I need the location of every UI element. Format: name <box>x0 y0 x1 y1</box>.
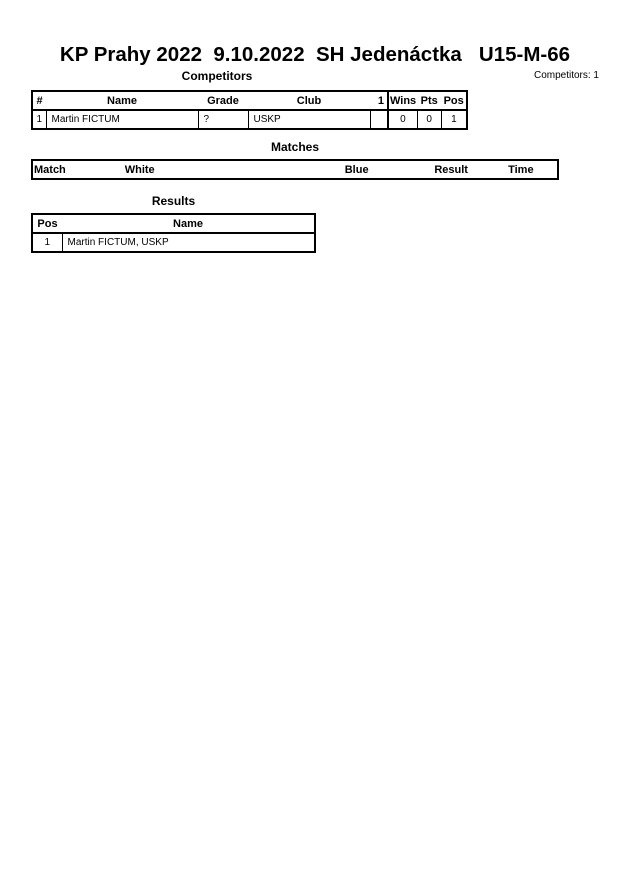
competitors-header-row <box>32 91 467 110</box>
competitor-pts: 0 <box>417 110 441 129</box>
column-header-name: Name <box>46 91 198 110</box>
column-header-result-pos: Pos <box>32 214 62 233</box>
competitor-name: Martin FICTUM <box>46 110 198 129</box>
column-header-white: White <box>124 163 155 176</box>
column-header-time: Time <box>508 163 534 176</box>
table-row <box>32 233 315 252</box>
matches-heading: Matches <box>270 140 320 154</box>
column-header-result: Result <box>434 163 468 176</box>
competitor-pos: 1 <box>441 110 467 129</box>
competitors-table <box>31 90 468 130</box>
column-header-result-name: Name <box>62 214 315 233</box>
column-header-match-1: 1 <box>370 91 388 110</box>
column-header-number: # <box>32 91 46 110</box>
competitors-count: Competitors: 1 <box>533 70 599 81</box>
column-header-pts: Pts <box>417 91 441 110</box>
column-header-pos: Pos <box>441 91 467 110</box>
column-header-blue: Blue <box>344 163 369 176</box>
column-header-match: Match <box>34 163 66 176</box>
competitors-heading: Competitors <box>181 69 253 83</box>
result-position: 1 <box>32 233 62 252</box>
column-header-wins: Wins <box>388 91 417 110</box>
competitor-grade: ? <box>198 110 248 129</box>
result-name: Martin FICTUM, USKP <box>62 233 315 252</box>
matches-table <box>31 159 559 180</box>
results-table <box>31 213 316 253</box>
competitor-match-1-cell <box>370 110 388 129</box>
matches-header-row <box>32 160 558 179</box>
competitor-club: USKP <box>248 110 370 129</box>
results-heading: Results <box>151 194 196 208</box>
column-header-grade: Grade <box>198 91 248 110</box>
competitor-wins: 0 <box>388 110 417 129</box>
competitor-number: 1 <box>32 110 46 129</box>
page-title: KP Prahy 2022 9.10.2022 SH Jedenáctka U15-M-66 <box>59 43 571 66</box>
table-row <box>32 110 467 129</box>
results-header-row <box>32 214 315 233</box>
column-header-club: Club <box>248 91 370 110</box>
